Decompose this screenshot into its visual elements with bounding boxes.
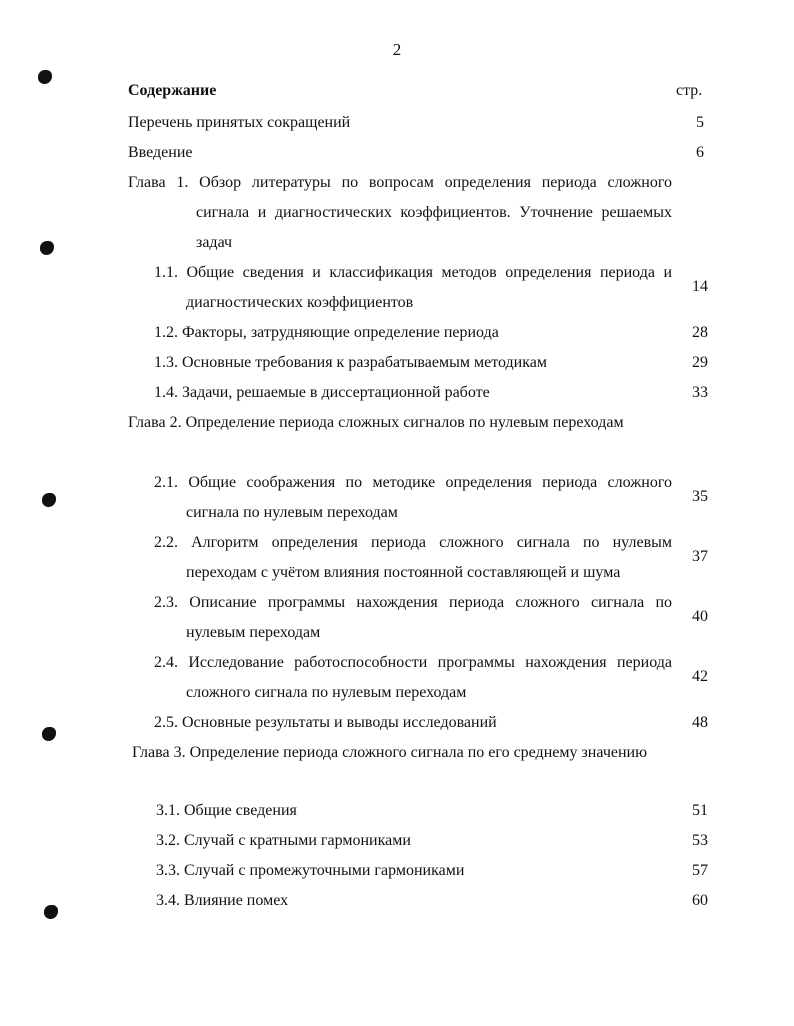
toc-page-ref: 42 [692, 668, 708, 685]
toc-entry-abbreviations: Перечень принятых сокращений [128, 114, 351, 131]
punch-hole [44, 905, 58, 919]
punch-hole [40, 241, 54, 255]
toc-entry-introduction: Введение [128, 144, 193, 161]
toc-entry-1-2: 1.2. Факторы, затрудняющие определение периода [154, 324, 499, 341]
toc-page-ref: 35 [692, 488, 708, 505]
toc-page-ref: 57 [692, 862, 708, 879]
toc-entry-1-4: 1.4. Задачи, решаемые в диссертационной работе [154, 384, 490, 401]
toc-page-ref: 51 [692, 802, 708, 819]
toc-page-ref: 33 [692, 384, 708, 401]
toc-entry-1-1: 1.1. Общие сведения и классификация методов определения периода и диагностических коэффициентов [154, 264, 672, 311]
toc-page-ref: 29 [692, 354, 708, 371]
page-number: 2 [392, 40, 402, 59]
toc-entry-chapter-2: Глава 2. Определение периода сложных сигналов по нулевым переходам [128, 414, 624, 431]
toc-page-ref: 5 [696, 114, 704, 131]
toc-entry-2-4: 2.4. Исследование работоспособности программы нахождения периода сложного сигнала по нулевым переходам [154, 654, 672, 701]
toc-entry-3-2: 3.2. Случай с кратными гармониками [156, 832, 411, 849]
toc-entry-2-2: 2.2. Алгоритм определения периода сложного сигнала по нулевым переходам с учётом влияния постоянной составляющей и шума [154, 534, 672, 581]
page-column-label: стр. [676, 82, 703, 99]
toc-page-ref: 14 [692, 278, 708, 295]
toc-page-ref: 28 [692, 324, 708, 341]
toc-entry-1-3: 1.3. Основные требования к разрабатываемым методикам [154, 354, 547, 371]
toc-entry-3-1: 3.1. Общие сведения [156, 802, 297, 819]
toc-entry-3-4: 3.4. Влияние помех [156, 892, 289, 909]
toc-page-ref: 48 [692, 714, 708, 731]
toc-page-ref: 37 [692, 548, 708, 565]
punch-hole [42, 727, 56, 741]
toc-entry-chapter-3: Глава 3. Определение периода сложного сигнала по его среднему значению [132, 744, 648, 761]
toc-title: Содержание [128, 82, 217, 99]
punch-hole [42, 493, 56, 507]
toc-page-ref: 53 [692, 832, 708, 849]
toc-page-ref: 40 [692, 608, 708, 625]
toc-page-ref: 6 [696, 144, 704, 161]
toc-entry-2-5: 2.5. Основные результаты и выводы исследований [154, 714, 497, 731]
toc-page-ref: 60 [692, 892, 708, 909]
toc-entry-2-1: 2.1. Общие соображения по методике определения периода сложного сигнала по нулевым переходам [154, 474, 672, 521]
toc-entry-3-3: 3.3. Случай с промежуточными гармониками [156, 862, 465, 879]
punch-hole [38, 70, 52, 84]
toc-entry-2-3: 2.3. Описание программы нахождения периода сложного сигнала по нулевым переходам [154, 594, 672, 641]
toc-entry-chapter-1: Глава 1. Обзор литературы по вопросам определения периода сложного сигнала и диагностических коэффициентов. Уточнение решаемых задач [128, 174, 672, 251]
